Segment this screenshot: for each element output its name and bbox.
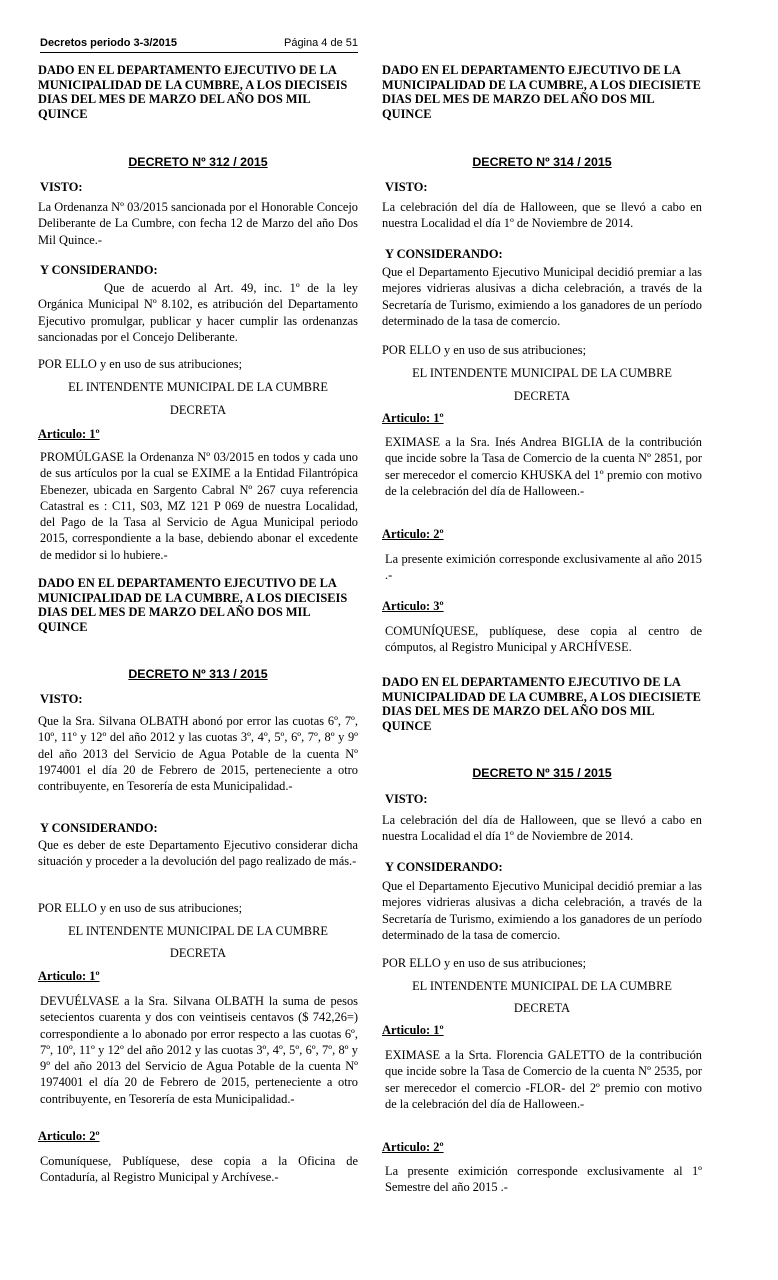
considerando-label: Y CONSIDERANDO: [385, 860, 503, 874]
por-ello-text: POR ELLO y en uso de sus atribuciones; [38, 357, 243, 371]
page-header [40, 37, 358, 53]
article-2-label: Articulo: 2º [382, 527, 444, 541]
article-2-label: Articulo: 2º [382, 1140, 444, 1154]
intendente-line: EL INTENDENTE MUNICIPAL DE LA CUMBRE [68, 924, 328, 938]
article-1-text: EXIMASE a la Srta. Florencia GALETTO de la contribución que incide sobre la Tasa de Comercio de la cuenta Nº 2535, por ser merecedor el comercio -FLOR- del 2º premio con motivo de la celebración del día de Halloween.- [385, 1048, 702, 1111]
decreta-line: DECRETA [513, 389, 571, 403]
decreta-line: DECRETA [169, 403, 227, 417]
intendente-line: EL INTENDENTE MUNICIPAL DE LA CUMBRE [412, 979, 672, 993]
article-1-text: DEVUÉLVASE a la Sra. Silvana OLBATH la suma de pesos setecientos cuarenta y dos con veintiseis centavos ($ 742,26=) correspondiente a lo abonado por error respecto a las cuotas 6º, 7º, 10º, 11º y 12º del año 2012 y las cuotas 3º, 4º, 5º, 6º, 7º, 8º y 9º del año 2013 del Servicio de Agua Potable de la cuenta Nº 1974001 el día 20 de Febrero de 2015, perteneciente a otro contribuyente, en Tesorería de esta Municipalidad.- [40, 994, 358, 1106]
decree-title-312: DECRETO Nº 312 / 2015 [128, 155, 268, 169]
considerando-text: Que el Departamento Ejecutivo Municipal decidió premiar a las mejores vidrieras alusivas a dicha celebración, a través de la Secretaría de Turismo, eximiendo a los ganadores de un período determinado de la tasa de comercio. [382, 265, 702, 328]
decree-title-314: DECRETO Nº 314 / 2015 [472, 155, 612, 169]
considerando-label: Y CONSIDERANDO: [40, 263, 158, 277]
page-number: Página 4 de 51 [283, 37, 358, 49]
considerando-label: Y CONSIDERANDO: [40, 821, 158, 835]
article-2-text: Comuníquese, Publíquese, dese copia a la Oficina de Contaduría, al Registro Municipal y Archívese.- [40, 1154, 358, 1185]
article-1-text: EXIMASE a la Sra. Inés Andrea BIGLIA de la contribución que incide sobre la Tasa de Comercio de la cuenta Nº 2851, por ser merecedor el comercio KHUSKA del 1º premio con motivo de la celebración del día de Halloween.- [385, 435, 702, 498]
visto-label: VISTO: [40, 692, 83, 706]
visto-text: La celebración del día de Halloween, que se llevó a cabo en nuestra Localidad el día 1º de Noviembre de 2014. [382, 813, 702, 844]
dado-en-paragraph: DADO EN EL DEPARTAMENTO EJECUTIVO DE LA MUNICIPALIDAD DE LA CUMBRE, A LOS DIECISEIS DIAS DEL MES DE MARZO DEL AÑO DOS MIL QUINCE [38, 576, 348, 634]
article-1-label: Articulo: 1º [382, 1023, 444, 1037]
dado-en-paragraph: DADO EN EL DEPARTAMENTO EJECUTIVO DE LA MUNICIPALIDAD DE LA CUMBRE, A LOS DIECISIETE DIAS DEL MES DE MARZO DEL AÑO DOS MIL QUINCE [382, 675, 701, 733]
article-2-text: La presente eximición corresponde exclusivamente al año 2015 .- [385, 552, 702, 583]
article-3-text: COMUNÍQUESE, publíquese, dese copia al centro de cómputos, al Registro Municipal y ARCHÍVESE. [385, 624, 702, 655]
decree-title-315: DECRETO Nº 315 / 2015 [472, 766, 612, 780]
document-title: Decretos periodo 3-3/2015 [40, 37, 177, 49]
visto-label: VISTO: [385, 792, 428, 806]
considerando-text: Que es deber de este Departamento Ejecutivo considerar dicha situación y proceder a la devolución del pago realizado de más.- [38, 838, 358, 869]
visto-label: VISTO: [385, 180, 428, 194]
article-3-label: Articulo: 3º [382, 599, 444, 613]
por-ello-text: POR ELLO y en uso de sus atribuciones; [38, 901, 243, 915]
article-1-label: Articulo: 1º [382, 411, 444, 425]
intendente-line: EL INTENDENTE MUNICIPAL DE LA CUMBRE [412, 366, 672, 380]
decree-title-313: DECRETO Nº 313 / 2015 [128, 667, 268, 681]
visto-text: La Ordenanza Nº 03/2015 sancionada por el Honorable Concejo Deliberante de La Cumbre, con fecha 12 de Marzo del año Dos Mil Quince.- [38, 200, 358, 247]
considerando-label: Y CONSIDERANDO: [385, 247, 503, 261]
decreta-line: DECRETA [169, 946, 227, 960]
por-ello-text: POR ELLO y en uso de sus atribuciones; [382, 343, 587, 357]
visto-text: Que la Sra. Silvana OLBATH abonó por error las cuotas 6º, 7º, 10º, 11º y 12º del año 2012 y las cuotas 3º, 4º, 5º, 6º, 7º, 8º y 9º del año 2013 del Servicio de Agua Potable de la cuenta Nº 1974001 el día 20 de Febrero de 2015, perteneciente a otro contribuyente, en Tesorería de esta Municipalidad.- [38, 714, 358, 794]
visto-label: VISTO: [40, 180, 83, 194]
considerando-text: Que el Departamento Ejecutivo Municipal decidió premiar a las mejores vidrieras alusivas a dicha celebración, a través de la Secretaría de Turismo, eximiendo a los ganadores de un período determinado de la tasa de comercio. [382, 879, 702, 942]
article-2-label: Articulo: 2º [38, 1129, 100, 1143]
article-1-text: PROMÚLGASE la Ordenanza Nº 03/2015 en todos y cada uno de sus artículos por la cual se EXIME a la Entidad Filantrópica Ebenezer, ubicada en Sargento Cabral Nº 267 cuya referencia Catastral es : C11, S03, MZ 121 P 069 de nuestra Localidad, del Pago de la Tasa al Servicio de Agua Municipal periodo 2015, correspondiente a la base, debiendo abonar el excedente de medidor si lo hubiere.- [40, 450, 358, 562]
intendente-line: EL INTENDENTE MUNICIPAL DE LA CUMBRE [68, 380, 328, 394]
dado-en-paragraph: DADO EN EL DEPARTAMENTO EJECUTIVO DE LA MUNICIPALIDAD DE LA CUMBRE, A LOS DIECISIETE DIAS DEL MES DE MARZO DEL AÑO DOS MIL QUINCE [382, 63, 701, 121]
considerando-text: Que de acuerdo al Art. 49, inc. 1º de la ley Orgánica Municipal Nº 8.102, es atribución del Departamento Ejecutivo promulgar, publicar y hacer cumplir las ordenanzas sancionadas por el Concejo Deliberante. [38, 281, 358, 344]
dado-en-paragraph: DADO EN EL DEPARTAMENTO EJECUTIVO DE LA MUNICIPALIDAD DE LA CUMBRE, A LOS DIECISEIS DIAS DEL MES DE MARZO DEL AÑO DOS MIL QUINCE [38, 63, 348, 121]
visto-text: La celebración del día de Halloween, que se llevó a cabo en nuestra Localidad el día 1º de Noviembre de 2014. [382, 200, 702, 231]
article-1-label: Articulo: 1º [38, 427, 100, 441]
decreta-line: DECRETA [513, 1001, 571, 1015]
article-1-label: Articulo: 1º [38, 969, 100, 983]
article-2-text: La presente eximición corresponde exclusivamente al 1º Semestre del año 2015 .- [385, 1164, 702, 1195]
por-ello-text: POR ELLO y en uso de sus atribuciones; [382, 956, 587, 970]
